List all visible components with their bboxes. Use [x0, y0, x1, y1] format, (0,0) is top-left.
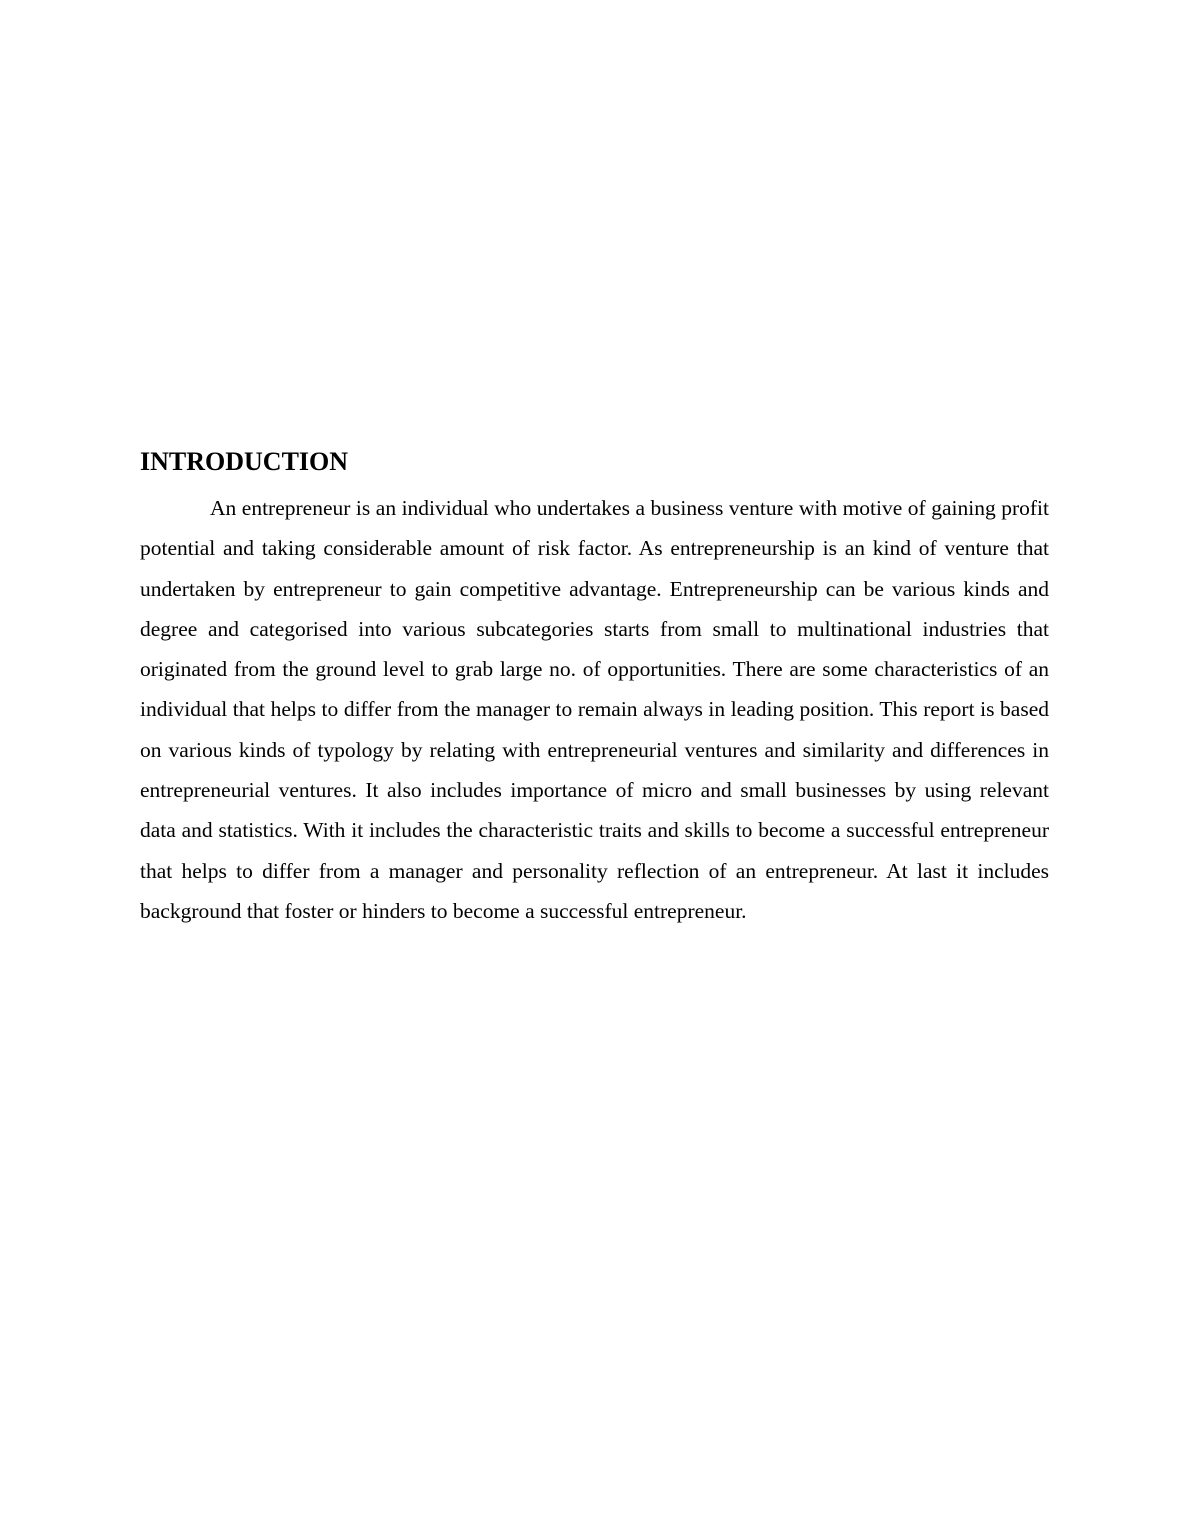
introduction-paragraph: An entrepreneur is an individual who undertakes a business venture with motive of gaining profit potential and taking considerable amount of risk factor. As entrepreneurship is an kind of venture that undertaken by entrepreneur to gain competitive advantage. Entrepreneurship can be various kinds and degree and categorised into various subcategories starts from small to multinational industries that originated from the ground level to grab large no. of opportunities. There are some characteristics of an individual that helps to differ from the manager to remain always in leading position. This report is based on various kinds of typology by relating with entrepreneurial ventures and similarity and differences in entrepreneurial ventures. It also includes importance of micro and small businesses by using relevant data and statistics. With it includes the characteristic traits and skills to become a successful entrepreneur that helps to differ from a manager and personality reflection of an entrepreneur. At last it includes background that foster or hinders to become a successful entrepreneur. — [140, 496, 1049, 923]
section-heading: INTRODUCTION — [140, 447, 349, 476]
page-content — [140, 444, 1049, 931]
